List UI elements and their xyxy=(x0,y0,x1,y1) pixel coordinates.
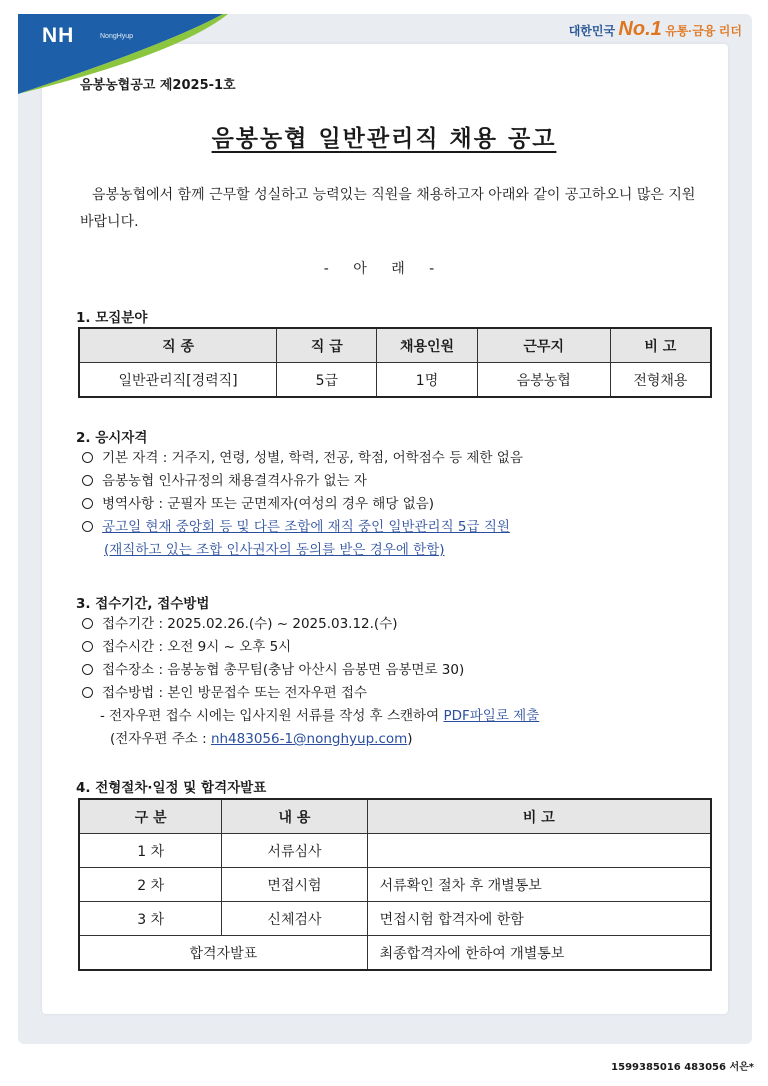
section-process: 4. 전형절차·일정 및 합격자발표 xyxy=(76,780,267,796)
circle-bullet-icon xyxy=(82,475,93,486)
table-header: 근무지 xyxy=(477,328,610,363)
table-row xyxy=(79,902,711,936)
circle-bullet-icon xyxy=(82,641,93,652)
list-item xyxy=(82,492,434,512)
process-table xyxy=(78,798,712,971)
slogan xyxy=(569,18,742,41)
table-header: 구 분 xyxy=(79,799,222,834)
table-cell: 신체검사 xyxy=(222,902,367,936)
table-cell: 면접시험 합격자에 한함 xyxy=(367,902,711,936)
below-marker: - 아 래 - xyxy=(323,261,445,277)
section-application: 3. 접수기간, 접수방법 xyxy=(76,596,210,612)
recruit-table xyxy=(78,327,712,398)
document-footer-id: 1599385016 483056 서은* xyxy=(611,1062,754,1073)
slogan-prefix: 대한민국 xyxy=(568,24,616,38)
table-cell: 최종합격자에 한하여 개별통보 xyxy=(367,936,711,971)
table-cell: 면접시험 xyxy=(222,868,367,902)
title-text: 음봉농협 일반관리직 채용 공고 xyxy=(211,126,557,152)
email-address-close: ) xyxy=(407,731,413,747)
page-title xyxy=(0,120,768,153)
list-item xyxy=(82,681,367,701)
email-note xyxy=(100,704,539,724)
list-item-text: 접수장소 : 음봉농협 총무팀(충남 아산시 음봉면 음봉면로 30) xyxy=(102,662,465,678)
circle-bullet-icon xyxy=(82,452,93,463)
table-cell: 1 차 xyxy=(79,834,222,868)
table-cell: 음봉농협 xyxy=(477,363,610,398)
table-row xyxy=(79,936,711,971)
circle-bullet-icon xyxy=(82,498,93,509)
table-cell: 합격자발표 xyxy=(79,936,367,971)
list-item-text: 음봉농협 인사규정의 채용결격사유가 없는 자 xyxy=(102,473,367,489)
circle-bullet-icon xyxy=(82,521,93,532)
table-header: 비 고 xyxy=(610,328,711,363)
list-item xyxy=(82,658,464,678)
email-note-text: - 전자우편 접수 시에는 입사지원 서류를 작성 후 스캔하여 xyxy=(100,708,444,724)
notice-number: 음봉농협공고 제2025-1호 xyxy=(80,78,236,93)
table-cell: 1명 xyxy=(377,363,477,398)
email-address-line xyxy=(110,727,413,747)
list-item-text: 공고일 현재 중앙회 등 및 다른 조합에 재직 중인 일반관리직 5급 직원 xyxy=(102,519,510,535)
table-cell: 서류심사 xyxy=(222,834,367,868)
circle-bullet-icon xyxy=(82,664,93,675)
slogan-suffix: 유통·금융 리더 xyxy=(665,24,742,38)
table-cell xyxy=(367,834,711,868)
table-header: 비 고 xyxy=(367,799,711,834)
list-item-text: 기본 자격 : 거주지, 연령, 성별, 학력, 전공, 학점, 어학점수 등 제한 없음 xyxy=(102,450,523,466)
nh-logo: NH xyxy=(42,24,75,47)
table-cell: 일반관리직[경력직] xyxy=(79,363,277,398)
table-row xyxy=(79,834,711,868)
email-address-label: (전자우편 주소 : xyxy=(110,731,211,747)
table-header: 채용인원 xyxy=(377,328,477,363)
section-qualifications: 2. 응시자격 xyxy=(76,430,148,446)
section-recruit-field: 1. 모집분야 xyxy=(76,310,148,326)
table-header: 직 급 xyxy=(277,328,377,363)
table-cell: 5급 xyxy=(277,363,377,398)
intro-paragraph: 음봉농협에서 함께 근무할 성실하고 능력있는 직원을 채용하고자 아래와 같이 공고하오니 많은 지원바랍니다. xyxy=(80,187,696,230)
email-address-link[interactable]: nh483056-1@nonghyup.com xyxy=(210,731,408,747)
table-row xyxy=(79,868,711,902)
nh-logo-subtext: NongHyup xyxy=(100,33,134,40)
pdf-submit-link[interactable]: PDF파일로 제출 xyxy=(443,708,540,724)
list-item-text: 접수방법 : 본인 방문접수 또는 전자우편 접수 xyxy=(102,685,368,701)
table-cell: 서류확인 절차 후 개별통보 xyxy=(367,868,711,902)
table-header-row xyxy=(79,328,711,363)
table-cell: 3 차 xyxy=(79,902,222,936)
list-item-text: 접수기간 : 2025.02.26.(수) ~ 2025.03.12.(수) xyxy=(102,616,398,632)
list-item-text: 접수시간 : 오전 9시 ~ 오후 5시 xyxy=(102,639,292,655)
table-cell: 전형채용 xyxy=(610,363,711,398)
list-item xyxy=(82,446,523,466)
table-header: 직 종 xyxy=(79,328,277,363)
table-header-row xyxy=(79,799,711,834)
list-item xyxy=(82,469,367,489)
list-item xyxy=(82,635,291,655)
list-item xyxy=(82,515,510,535)
circle-bullet-icon xyxy=(82,687,93,698)
slogan-no1: No.1 xyxy=(618,18,662,40)
qualification-note: (재직하고 있는 조합 인사권자의 동의를 받은 경우에 한함) xyxy=(104,542,445,558)
table-header: 내 용 xyxy=(222,799,367,834)
list-item-text: 병역사항 : 군필자 또는 군면제자(여성의 경우 해당 없음) xyxy=(102,496,435,512)
table-cell: 2 차 xyxy=(79,868,222,902)
list-item xyxy=(82,612,398,632)
table-row xyxy=(79,363,711,398)
circle-bullet-icon xyxy=(82,618,93,629)
